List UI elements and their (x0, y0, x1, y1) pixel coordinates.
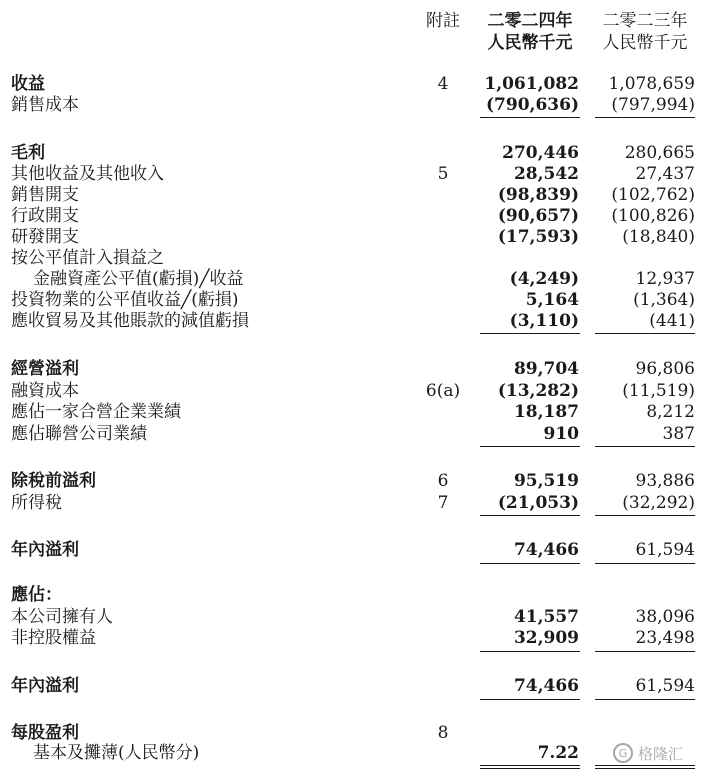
row-label: 銷售開支 (11, 185, 79, 205)
watermark (613, 738, 707, 768)
prior-unit-header: 人民幣千元 (602, 33, 688, 53)
subtotal-rule (595, 117, 695, 118)
row-prior-value: 38,096 (635, 607, 695, 627)
table-row (0, 163, 710, 185)
total-rule (480, 699, 580, 700)
prior-year-header: 二零二三年 (602, 11, 688, 31)
row-prior-value: (441) (649, 311, 695, 331)
row-current-value: (98,839) (497, 185, 579, 205)
row-current-value: 95,519 (513, 471, 579, 491)
row-label: 非控股權益 (11, 628, 96, 648)
row-label: 每股盈利 (11, 723, 79, 743)
double-total-rule (480, 768, 580, 769)
subtotal-rule (595, 651, 695, 652)
current-year-header: 二零二四年 (487, 11, 573, 31)
row-label: 應佔： (11, 585, 62, 605)
total-rule (595, 699, 695, 700)
row-label: 經營溢利 (11, 359, 79, 379)
subtotal-rule (595, 446, 695, 447)
row-prior-value: 12,937 (635, 269, 695, 289)
row-current-value: 32,909 (513, 628, 579, 648)
subtotal-rule (480, 333, 580, 334)
row-label: 除稅前溢利 (11, 471, 96, 491)
row-current-value: 74,466 (513, 676, 579, 696)
row-label: 收益 (11, 74, 45, 94)
row-current-value: 1,061,082 (484, 74, 579, 94)
table-row (0, 584, 710, 606)
row-current-value: 7.22 (537, 743, 579, 763)
row-prior-value: (32,292) (622, 493, 695, 513)
row-label: 毛利 (11, 143, 45, 163)
row-prior-value: (102,762) (611, 185, 695, 205)
row-current-value: 89,704 (513, 359, 579, 379)
table-row (0, 289, 710, 311)
subtotal-rule (595, 333, 695, 334)
row-label: 本公司擁有人 (11, 607, 113, 627)
table-row (0, 94, 710, 116)
row-current-value: (90,657) (497, 206, 579, 226)
row-prior-value: 61,594 (635, 676, 695, 696)
row-note: 5 (437, 164, 449, 184)
table-row (0, 226, 710, 248)
row-prior-value: 61,594 (635, 540, 695, 560)
table-row (0, 470, 710, 492)
watermark-text: 格隆汇 (638, 744, 684, 763)
row-prior-value: 23,498 (635, 628, 695, 648)
row-current-value: (17,593) (497, 227, 579, 247)
table-row (0, 205, 710, 227)
table-row (0, 722, 710, 744)
row-current-value: (3,110) (509, 311, 579, 331)
row-prior-value: (18,840) (622, 227, 695, 247)
row-current-value: 41,557 (513, 607, 579, 627)
row-current-value: 74,466 (513, 540, 579, 560)
row-note: 8 (437, 723, 449, 743)
row-label: 按公平值計入損益之 (11, 248, 164, 268)
row-prior-value: (11,519) (622, 381, 695, 401)
row-prior-value: (797,994) (611, 95, 695, 115)
table-row (0, 539, 710, 561)
total-rule (595, 563, 695, 564)
row-current-value: (4,249) (509, 269, 579, 289)
row-label: 金融資產公平值(虧損)╱收益 (33, 269, 244, 289)
table-row (0, 627, 710, 649)
row-label: 應收貿易及其他賬款的減值虧損 (11, 311, 249, 331)
table-row (0, 310, 710, 332)
row-note: 7 (437, 493, 449, 513)
table-row (0, 401, 710, 423)
subtotal-rule (480, 446, 580, 447)
row-prior-value: 1,078,659 (608, 74, 695, 94)
subtotal-rule (480, 117, 580, 118)
row-label: 研發開支 (11, 227, 79, 247)
row-label: 年內溢利 (11, 540, 79, 560)
table-row (0, 142, 710, 164)
subtotal-rule (480, 515, 580, 516)
table-row (0, 73, 710, 95)
row-label: 其他收益及其他收入 (11, 164, 164, 184)
table-row (0, 606, 710, 628)
row-label: 基本及攤薄(人民幣分) (33, 743, 200, 763)
double-total-rule (480, 765, 580, 766)
table-row (0, 742, 710, 764)
row-current-value: (13,282) (497, 381, 579, 401)
row-current-value: 270,446 (502, 143, 579, 163)
row-label: 行政開支 (11, 206, 79, 226)
row-prior-value: (1,364) (633, 290, 695, 310)
row-label: 應佔聯營公司業績 (11, 424, 147, 444)
row-current-value: 18,187 (513, 402, 579, 422)
row-current-value: 910 (543, 424, 579, 444)
note-column-header: 附註 (426, 11, 460, 31)
row-label: 投資物業的公平值收益╱(虧損) (11, 290, 239, 310)
subtotal-rule (480, 651, 580, 652)
row-current-value: (790,636) (486, 95, 579, 115)
row-current-value: (21,053) (497, 493, 579, 513)
subtotal-rule (595, 515, 695, 516)
table-row (0, 247, 710, 269)
row-label: 年內溢利 (11, 676, 79, 696)
row-prior-value: 8,212 (646, 402, 695, 422)
row-prior-value: 93,886 (635, 471, 695, 491)
current-unit-header: 人民幣千元 (487, 33, 573, 53)
table-row (0, 423, 710, 445)
row-prior-value: 387 (662, 424, 695, 444)
row-label: 應佔一家合營企業業績 (11, 402, 181, 422)
table-row (0, 492, 710, 514)
row-prior-value: 96,806 (635, 359, 695, 379)
table-row (0, 268, 710, 290)
total-rule (480, 563, 580, 564)
row-current-value: 28,542 (513, 164, 579, 184)
row-label: 融資成本 (11, 381, 79, 401)
row-note: 4 (437, 74, 449, 94)
row-note: 6 (437, 471, 449, 491)
table-row (0, 380, 710, 402)
row-current-value: 5,164 (525, 290, 579, 310)
table-row (0, 184, 710, 206)
double-total-rule (595, 768, 695, 769)
table-row (0, 675, 710, 697)
watermark-logo-icon: G (613, 743, 633, 763)
table-row (0, 358, 710, 380)
row-label: 所得稅 (11, 493, 62, 513)
row-note: 6(a) (425, 381, 461, 401)
row-prior-value: 280,665 (624, 143, 695, 163)
row-prior-value: 27,437 (635, 164, 695, 184)
row-label: 銷售成本 (11, 95, 79, 115)
row-prior-value: (100,826) (611, 206, 695, 226)
